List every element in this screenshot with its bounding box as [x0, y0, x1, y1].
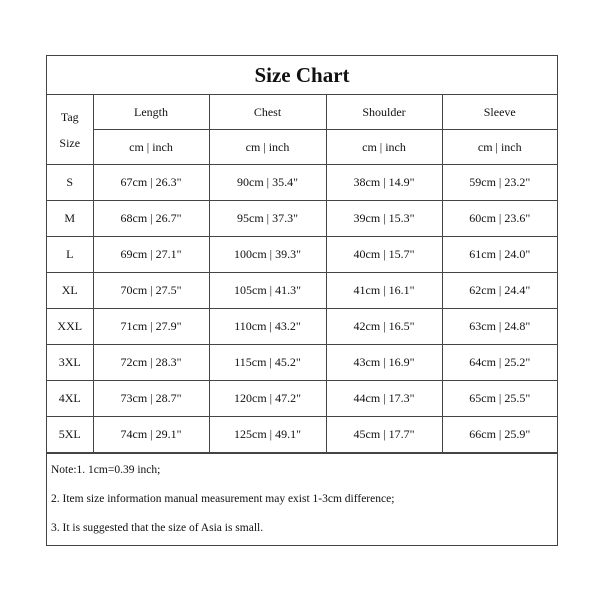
size-table: [47, 95, 557, 453]
shoulder-cell: 45cm | 17.7": [326, 417, 442, 453]
notes: [47, 453, 557, 547]
table-row: [47, 273, 557, 309]
sleeve-cell: 61cm | 24.0": [442, 237, 557, 273]
table-row: [47, 417, 557, 453]
sleeve-cell: 64cm | 25.2": [442, 345, 557, 381]
sleeve-cell: 59cm | 23.2": [442, 165, 557, 201]
length-cell: 73cm | 28.7": [93, 381, 209, 417]
sleeve-cell: 63cm | 24.8": [442, 309, 557, 345]
shoulder-cell: 40cm | 15.7": [326, 237, 442, 273]
table-row: [47, 309, 557, 345]
chest-cell: 105cm | 41.3": [209, 273, 326, 309]
column-header-chest: Chest: [209, 95, 326, 130]
sleeve-cell: 60cm | 23.6": [442, 201, 557, 237]
chest-cell: 95cm | 37.3": [209, 201, 326, 237]
unit-label: cm | inch: [209, 130, 326, 165]
length-cell: 68cm | 26.7": [93, 201, 209, 237]
table-row: [47, 201, 557, 237]
table-row: [47, 237, 557, 273]
unit-label: cm | inch: [326, 130, 442, 165]
tag-size-cell: [47, 95, 93, 165]
shoulder-cell: 38cm | 14.9": [326, 165, 442, 201]
length-cell: 70cm | 27.5": [93, 273, 209, 309]
size-cell: 4XL: [47, 381, 93, 417]
size-cell: S: [47, 165, 93, 201]
size-cell: XXL: [47, 309, 93, 345]
shoulder-cell: 44cm | 17.3": [326, 381, 442, 417]
chest-cell: 115cm | 45.2": [209, 345, 326, 381]
size-chart: [46, 55, 558, 546]
column-header-sleeve: Sleeve: [442, 95, 557, 130]
shoulder-cell: 39cm | 15.3": [326, 201, 442, 237]
length-cell: 67cm | 26.3": [93, 165, 209, 201]
size-cell: L: [47, 237, 93, 273]
note-1: Note:1. 1cm=0.39 inch;: [51, 464, 161, 476]
sleeve-cell: 65cm | 25.5": [442, 381, 557, 417]
chest-cell: 125cm | 49.1": [209, 417, 326, 453]
chest-cell: 100cm | 39.3": [209, 237, 326, 273]
length-cell: 69cm | 27.1": [93, 237, 209, 273]
shoulder-cell: 42cm | 16.5": [326, 309, 442, 345]
size-rows: [47, 165, 557, 453]
size-cell: 5XL: [47, 417, 93, 453]
note-2: 2. Item size information manual measurement may exist 1-3cm difference;: [51, 493, 395, 505]
shoulder-cell: 43cm | 16.9": [326, 345, 442, 381]
table-row: [47, 165, 557, 201]
length-cell: 71cm | 27.9": [93, 309, 209, 345]
unit-label: cm | inch: [93, 130, 209, 165]
length-cell: 74cm | 29.1": [93, 417, 209, 453]
chest-cell: 110cm | 43.2": [209, 309, 326, 345]
chart-title: Size Chart: [47, 56, 557, 95]
table-row: [47, 381, 557, 417]
size-cell: M: [47, 201, 93, 237]
chest-cell: 90cm | 35.4": [209, 165, 326, 201]
chest-cell: 120cm | 47.2": [209, 381, 326, 417]
table-row: [47, 345, 557, 381]
column-header-shoulder: Shoulder: [326, 95, 442, 130]
sleeve-cell: 62cm | 24.4": [442, 273, 557, 309]
shoulder-cell: 41cm | 16.1": [326, 273, 442, 309]
size-label: Size: [59, 135, 81, 150]
unit-row: [47, 130, 557, 165]
length-cell: 72cm | 28.3": [93, 345, 209, 381]
sleeve-cell: 66cm | 25.9": [442, 417, 557, 453]
note-3: 3. It is suggested that the size of Asia is small.: [51, 522, 264, 534]
tag-label: Tag: [60, 109, 79, 124]
size-cell: XL: [47, 273, 93, 309]
unit-label: cm | inch: [442, 130, 557, 165]
header-row: [47, 95, 557, 130]
size-cell: 3XL: [47, 345, 93, 381]
column-header-length: Length: [93, 95, 209, 130]
